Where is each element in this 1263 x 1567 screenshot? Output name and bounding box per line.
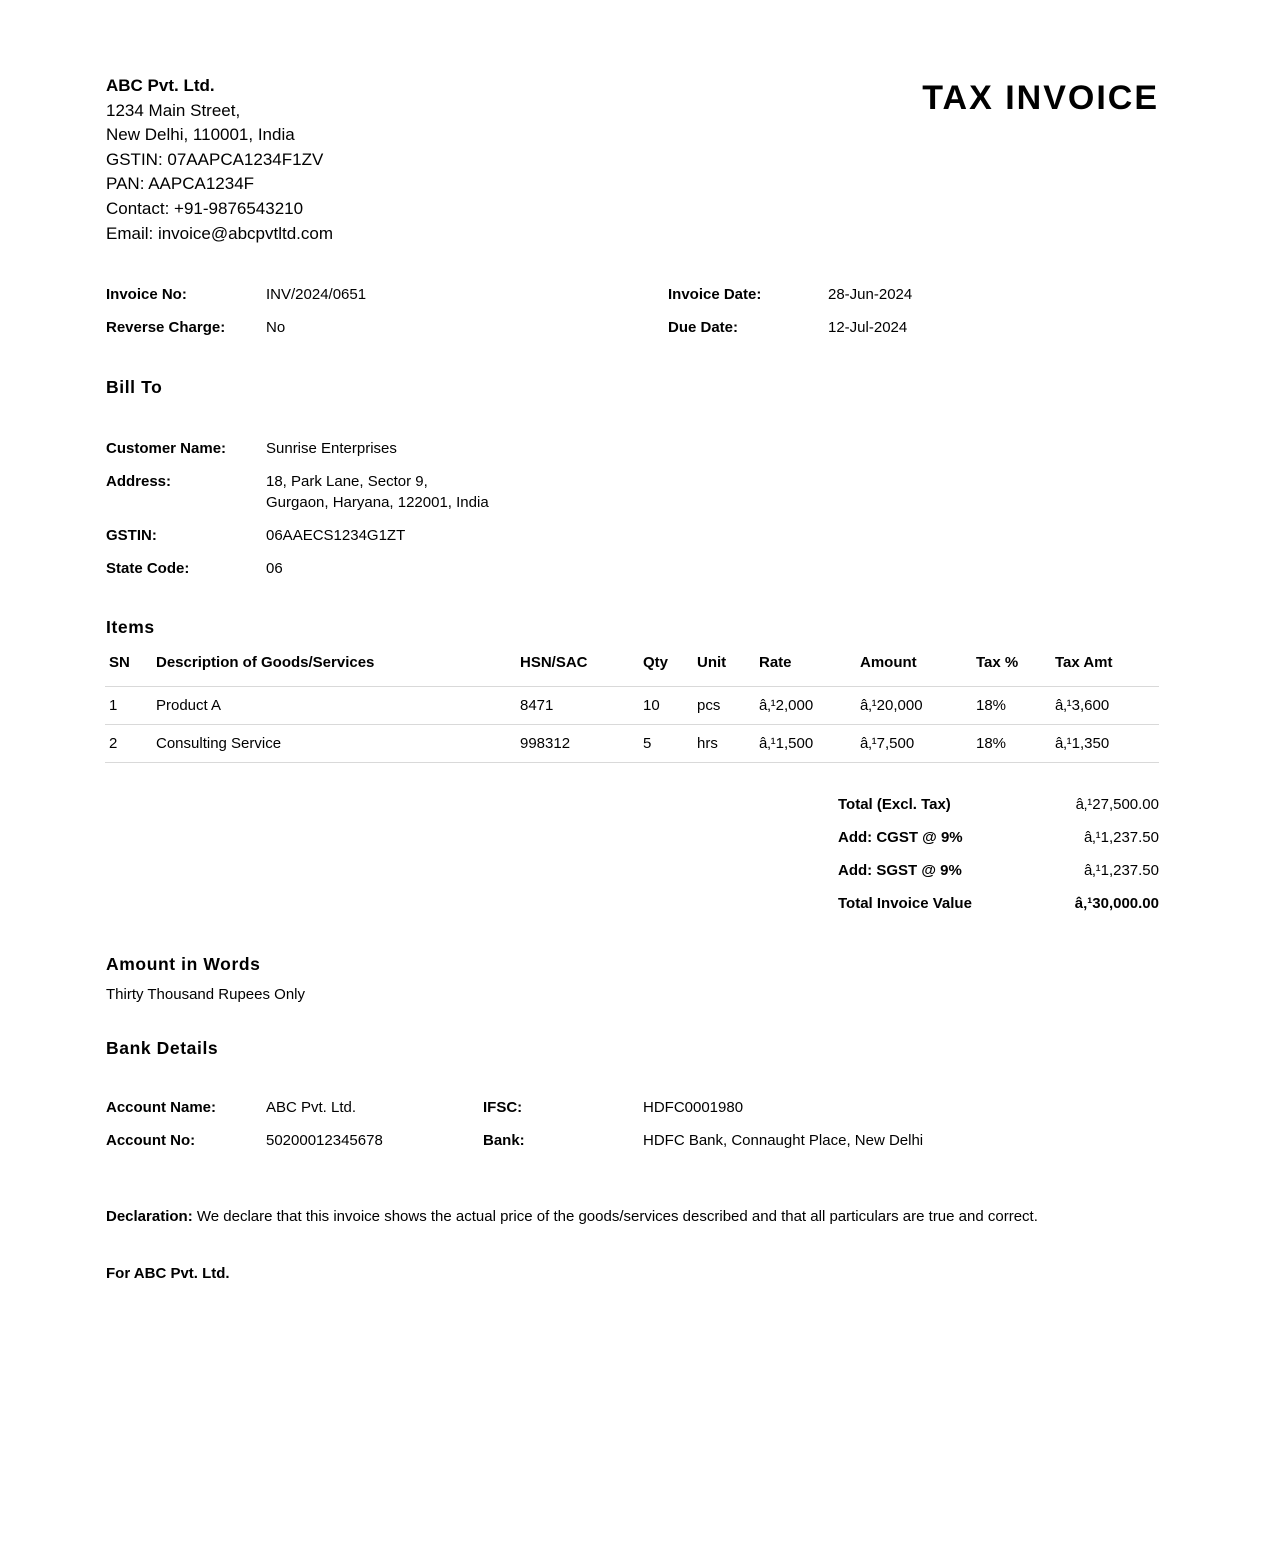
state-code-label: State Code: <box>106 560 190 577</box>
cell-hsn-sac: 998312 <box>516 725 639 763</box>
total-invoice-value-row <box>838 895 1159 928</box>
account-no-label: Account No: <box>106 1132 196 1149</box>
col-description: Description of Goods/Services <box>152 654 516 687</box>
customer-name-value: Sunrise Enterprises <box>266 440 397 457</box>
due-date-value: 12-Jul-2024 <box>828 319 908 336</box>
bill-to-heading: Bill To <box>106 377 163 397</box>
invoice-page <box>106 74 1159 1282</box>
cgst-value: â‚¹1,237.50 <box>1083 829 1159 846</box>
customer-address-line2: Gurgaon, Haryana, 122001, India <box>266 494 489 511</box>
col-amount: Amount <box>856 654 972 687</box>
reverse-charge-value: No <box>266 319 286 336</box>
cgst-row <box>838 829 1159 862</box>
cell-rate: â‚¹1,500 <box>755 725 856 763</box>
totals-block <box>838 796 1159 928</box>
due-date-label: Due Date: <box>668 319 739 336</box>
total-excl-tax-row <box>838 796 1159 829</box>
bank-row <box>106 1099 1159 1132</box>
declaration <box>106 1208 1159 1225</box>
bank-details-heading: Bank Details <box>106 1038 219 1058</box>
account-name-label: Account Name: <box>106 1099 217 1116</box>
declaration-text: We declare that this invoice shows the actual price of the goods/services described and that all particulars are true and correct. <box>192 1208 1038 1225</box>
company-address-line2: New Delhi, 110001, India <box>106 125 295 145</box>
bill-to-details <box>106 438 806 591</box>
customer-name-row <box>106 438 806 459</box>
sgst-value: â‚¹1,237.50 <box>1083 862 1159 879</box>
total-invoice-value: â‚¹30,000.00 <box>1074 895 1159 912</box>
invoice-header <box>106 74 1159 254</box>
cell-description: Product A <box>152 687 516 725</box>
cell-tax-percent: 18% <box>972 687 1051 725</box>
document-title: TAX INVOICE <box>922 79 1159 117</box>
cell-rate: â‚¹2,000 <box>755 687 856 725</box>
bank-row <box>106 1132 1159 1165</box>
col-hsn-sac: HSN/SAC <box>516 654 639 687</box>
signature-line: For ABC Pvt. Ltd. <box>106 1265 230 1282</box>
company-pan: PAN: AAPCA1234F <box>106 174 255 194</box>
state-code-value: 06 <box>266 560 283 577</box>
invoice-date-label: Invoice Date: <box>668 286 762 303</box>
customer-name-label: Customer Name: <box>106 440 227 457</box>
cell-amount: â‚¹7,500 <box>856 725 972 763</box>
ifsc-label: IFSC: <box>483 1099 523 1116</box>
table-row <box>105 725 1159 763</box>
col-sn: SN <box>105 654 152 687</box>
cell-sn: 2 <box>105 725 152 763</box>
cell-qty: 10 <box>639 687 693 725</box>
ifsc-value: HDFC0001980 <box>643 1099 744 1116</box>
cell-sn: 1 <box>105 687 152 725</box>
invoice-date-value: 28-Jun-2024 <box>828 286 913 303</box>
cgst-label: Add: CGST @ 9% <box>838 829 963 846</box>
reverse-charge-label: Reverse Charge: <box>106 319 226 336</box>
col-qty: Qty <box>639 654 693 687</box>
sgst-label: Add: SGST @ 9% <box>838 862 962 879</box>
cell-unit: pcs <box>693 687 755 725</box>
bank-details <box>106 1099 1159 1165</box>
company-details <box>106 74 333 246</box>
total-excl-tax-label: Total (Excl. Tax) <box>838 796 951 813</box>
customer-gstin-value: 06AAECS1234G1ZT <box>266 527 406 544</box>
company-contact: Contact: +91-9876543210 <box>106 198 304 218</box>
col-tax-amt: Tax Amt <box>1051 654 1159 687</box>
invoice-meta <box>106 285 1159 351</box>
company-email: Email: invoice@abcpvtltd.com <box>106 223 334 243</box>
company-gstin: GSTIN: 07AAPCA1234F1ZV <box>106 149 324 169</box>
account-name-value: ABC Pvt. Ltd. <box>266 1099 357 1116</box>
total-excl-tax-value: â‚¹27,500.00 <box>1075 796 1159 813</box>
state-code-row <box>106 558 806 579</box>
cell-tax-amt: â‚¹1,350 <box>1051 725 1159 763</box>
meta-row <box>106 285 1159 318</box>
account-no-value: 50200012345678 <box>266 1132 383 1149</box>
items-header-row <box>105 654 1159 687</box>
amount-in-words-text: Thirty Thousand Rupees Only <box>106 986 305 1003</box>
meta-row <box>106 318 1159 351</box>
col-tax-percent: Tax % <box>972 654 1051 687</box>
bank-name-value: HDFC Bank, Connaught Place, New Delhi <box>643 1132 924 1149</box>
cell-qty: 5 <box>639 725 693 763</box>
cell-tax-amt: â‚¹3,600 <box>1051 687 1159 725</box>
invoice-no-value: INV/2024/0651 <box>266 286 367 303</box>
total-invoice-value-label: Total Invoice Value <box>838 895 972 912</box>
sgst-row <box>838 862 1159 895</box>
items-heading: Items <box>106 617 155 637</box>
customer-gstin-row <box>106 525 806 546</box>
customer-address-label: Address: <box>106 473 172 490</box>
cell-unit: hrs <box>693 725 755 763</box>
customer-address-line1: 18, Park Lane, Sector 9, <box>266 473 428 490</box>
amount-in-words-heading: Amount in Words <box>106 954 261 974</box>
items-table <box>105 654 1159 763</box>
company-address-line1: 1234 Main Street, <box>106 100 241 120</box>
customer-address-row <box>106 471 806 513</box>
declaration-label: Declaration: <box>106 1208 193 1225</box>
bank-label: Bank: <box>483 1132 525 1149</box>
company-name: ABC Pvt. Ltd. <box>106 76 215 95</box>
cell-description: Consulting Service <box>152 725 516 763</box>
cell-tax-percent: 18% <box>972 725 1051 763</box>
invoice-no-label: Invoice No: <box>106 286 187 303</box>
customer-gstin-label: GSTIN: <box>106 527 157 544</box>
table-row <box>105 687 1159 725</box>
col-unit: Unit <box>693 654 755 687</box>
cell-amount: â‚¹20,000 <box>856 687 972 725</box>
col-rate: Rate <box>755 654 856 687</box>
cell-hsn-sac: 8471 <box>516 687 639 725</box>
